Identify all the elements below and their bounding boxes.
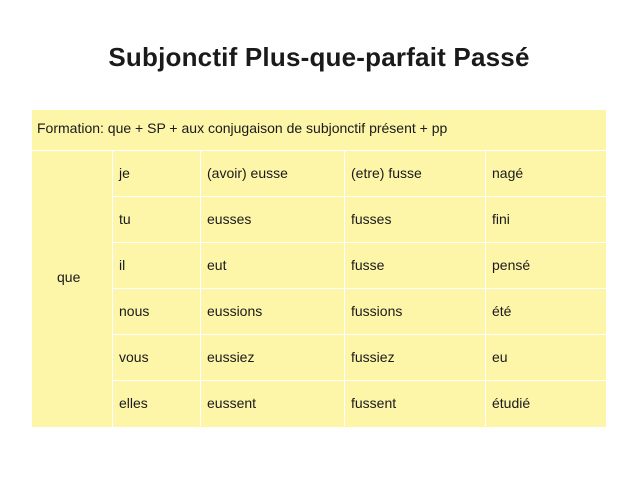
conjugation-grid (113, 151, 606, 427)
etre-text: fusses (351, 211, 392, 227)
table-row (113, 381, 606, 426)
avoir-text: eusses (207, 211, 252, 227)
etre-cell (345, 335, 486, 380)
avoir-cell (201, 197, 345, 242)
avoir-cell (201, 243, 345, 288)
etre-cell (345, 197, 486, 242)
que-cell (32, 151, 113, 427)
participle-text: étudié (492, 395, 531, 411)
pronoun-text: elles (119, 395, 148, 411)
participle-text: pensé (492, 257, 531, 273)
participle-text: nagé (492, 165, 524, 181)
que-label: que (57, 269, 81, 285)
pronoun-cell (113, 335, 201, 380)
pronoun-cell (113, 151, 201, 196)
participle-text: été (492, 303, 512, 319)
avoir-cell (201, 289, 345, 334)
pronoun-text: vous (119, 349, 149, 365)
avoir-cell (201, 335, 345, 380)
conjugation-table (32, 110, 606, 427)
etre-cell (345, 243, 486, 288)
table-row (113, 197, 606, 242)
etre-text: fussiez (351, 349, 395, 365)
avoir-cell (201, 381, 345, 426)
etre-text: fussions (351, 303, 403, 319)
participle-cell (486, 151, 606, 196)
etre-cell (345, 289, 486, 334)
avoir-text: (avoir) eusse (207, 165, 288, 181)
pronoun-cell (113, 381, 201, 426)
avoir-text: eussent (207, 395, 257, 411)
etre-text: fusse (351, 257, 385, 273)
pronoun-text: il (119, 257, 126, 273)
table-row (113, 335, 606, 380)
participle-text: fini (492, 211, 510, 227)
etre-cell (345, 151, 486, 196)
pronoun-text: tu (119, 211, 131, 227)
pronoun-text: nous (119, 303, 150, 319)
participle-text: eu (492, 349, 508, 365)
participle-cell (486, 381, 606, 426)
participle-cell (486, 197, 606, 242)
table-row (113, 151, 606, 196)
etre-text: (etre) fusse (351, 165, 422, 181)
participle-cell (486, 243, 606, 288)
pronoun-cell (113, 289, 201, 334)
avoir-cell (201, 151, 345, 196)
formation-text: Formation: que + SP + aux conjugaison de subjonctif présent + pp (37, 120, 448, 136)
etre-text: fussent (351, 395, 397, 411)
avoir-text: eussions (207, 303, 263, 319)
pronoun-cell (113, 197, 201, 242)
table-row (113, 289, 606, 334)
pronoun-text: je (119, 165, 130, 181)
formation-row (32, 110, 606, 151)
participle-cell (486, 335, 606, 380)
slide-title: Subjonctif Plus-que-parfait Passé (108, 42, 530, 72)
pronoun-cell (113, 243, 201, 288)
participle-cell (486, 289, 606, 334)
avoir-text: eussiez (207, 349, 255, 365)
etre-cell (345, 381, 486, 426)
avoir-text: eut (207, 257, 227, 273)
table-row (113, 243, 606, 288)
